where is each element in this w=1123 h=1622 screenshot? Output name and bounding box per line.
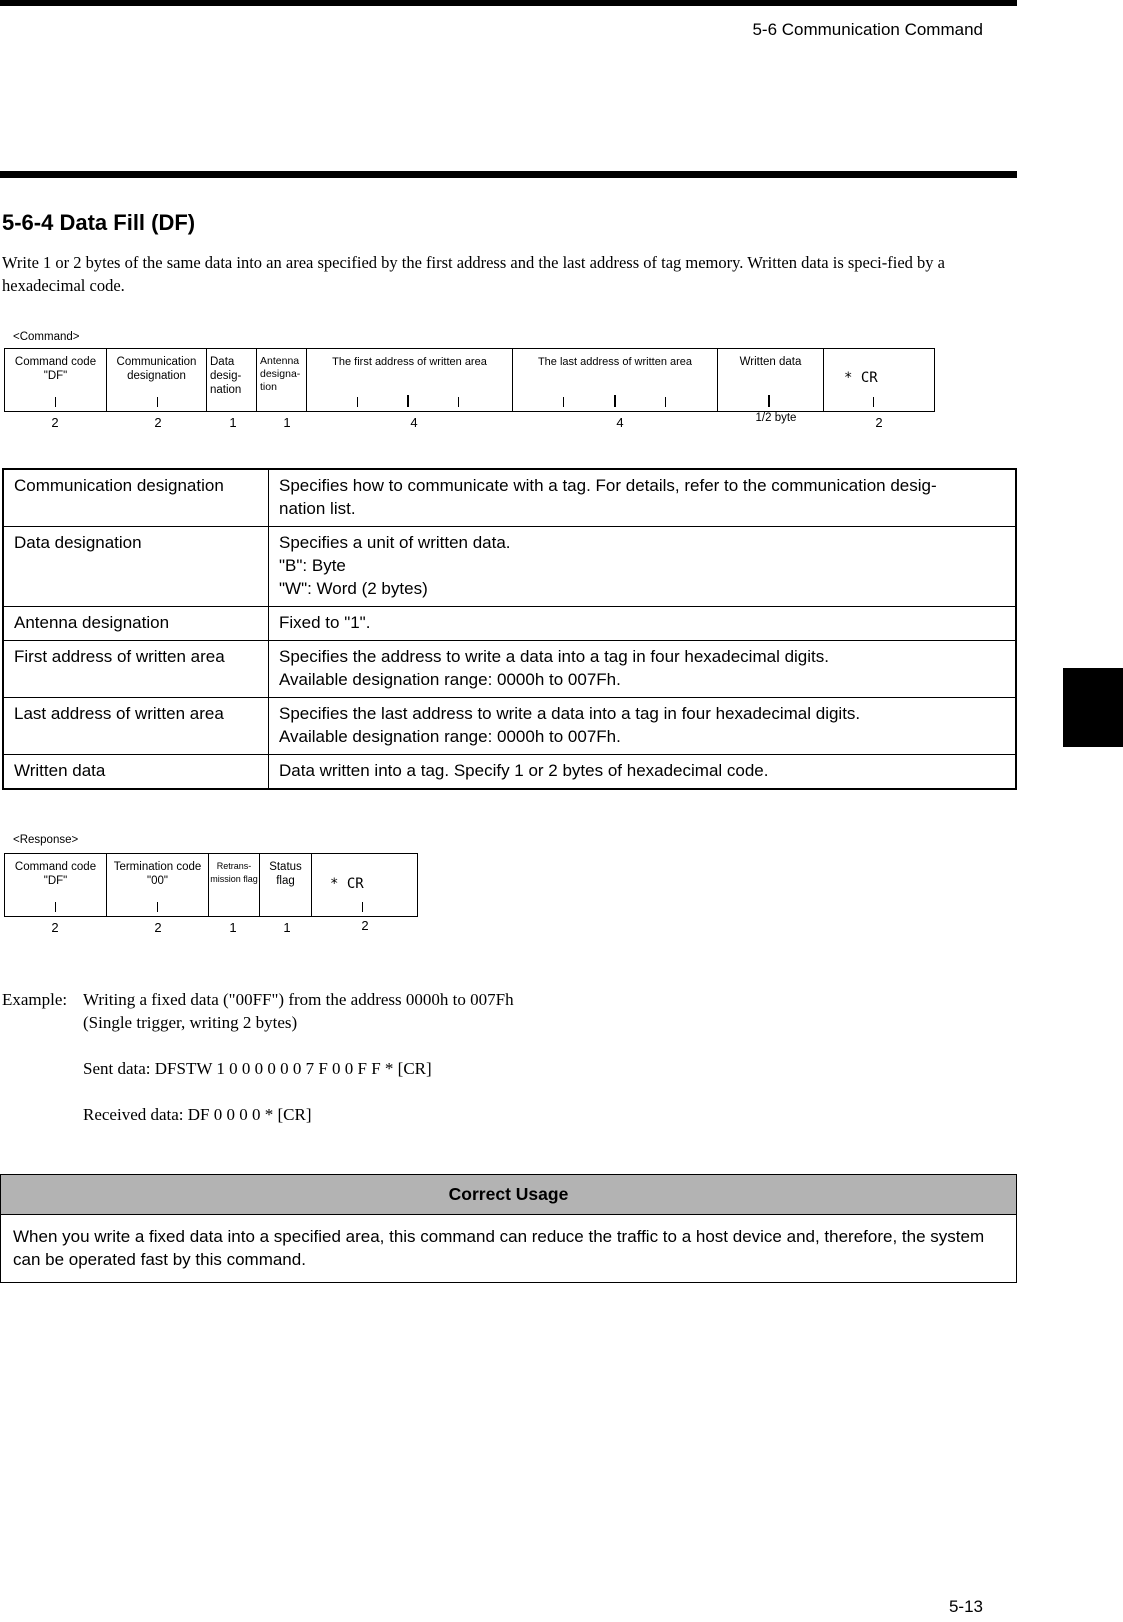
tick bbox=[563, 397, 564, 407]
terminator-text: * CR bbox=[844, 370, 878, 386]
table-row bbox=[3, 607, 1016, 641]
tick bbox=[157, 397, 158, 407]
param-name: Written data bbox=[3, 755, 269, 790]
example-line: (Single trigger, writing 2 bytes) bbox=[83, 1013, 298, 1032]
description-line: Specifies the last address to write a data into a tag in four hexadecimal digits. bbox=[279, 704, 861, 723]
table-row bbox=[3, 469, 1016, 527]
tick bbox=[407, 395, 409, 407]
parameter-table bbox=[2, 468, 1017, 790]
running-header: 5-6 Communication Command bbox=[752, 20, 983, 39]
description-line: Data written into a tag. Specify 1 or 2 bytes of hexadecimal code. bbox=[279, 761, 769, 780]
param-name: First address of written area bbox=[3, 641, 269, 698]
command-code-cell bbox=[5, 854, 107, 916]
description-line: Fixed to "1". bbox=[279, 613, 371, 632]
correct-usage-title: Correct Usage bbox=[1, 1175, 1016, 1215]
tick bbox=[362, 902, 363, 912]
terminator-cell bbox=[312, 854, 417, 916]
response-caption: <Response> bbox=[13, 834, 79, 846]
description-line: "W": Word (2 bytes) bbox=[279, 579, 428, 598]
chapter-tab bbox=[1063, 668, 1123, 747]
communication-designation-cell bbox=[107, 349, 207, 411]
termination-code-cell bbox=[107, 854, 209, 916]
top-rule bbox=[0, 0, 1017, 6]
description-line: Available designation range: 0000h to 007Fh. bbox=[279, 727, 621, 746]
status-flag-label: Status flag bbox=[269, 861, 302, 887]
param-name: Data designation bbox=[3, 527, 269, 607]
correct-usage-body: When you write a fixed data into a specified area, this command can reduce the traffic to a host device and, therefore, the system can be operated fast by this command. bbox=[13, 1227, 985, 1269]
param-description bbox=[269, 641, 1017, 698]
tick bbox=[55, 902, 56, 912]
tick bbox=[665, 397, 666, 407]
byte-count: 2 bbox=[361, 918, 369, 933]
param-name: Antenna designation bbox=[3, 607, 269, 641]
written-data-cell bbox=[718, 349, 824, 411]
param-name: Communication designation bbox=[3, 469, 269, 527]
param-name: Last address of written area bbox=[3, 698, 269, 755]
param-description bbox=[269, 469, 1017, 527]
sent-data: Sent data: DFSTW 1 0 0 0 0 0 0 7 F 0 0 F F * [CR] bbox=[83, 1059, 432, 1078]
written-data-label: Written data bbox=[739, 356, 802, 368]
param-description bbox=[269, 527, 1017, 607]
terminator-text: * CR bbox=[330, 876, 364, 892]
byte-count: 2 bbox=[51, 415, 59, 430]
table-row bbox=[3, 527, 1016, 607]
table-row bbox=[3, 755, 1016, 790]
description-line: nation list. bbox=[279, 499, 356, 518]
tick bbox=[157, 902, 158, 912]
command-code-cell bbox=[5, 349, 107, 411]
tick bbox=[55, 397, 56, 407]
byte-count: 4 bbox=[410, 415, 418, 430]
received-data: Received data: DF 0 0 0 0 * [CR] bbox=[83, 1105, 312, 1124]
command-code-label: Command code "DF" bbox=[14, 861, 97, 887]
tick bbox=[873, 397, 874, 407]
section-title: 5-6-4 Data Fill (DF) bbox=[2, 210, 196, 235]
data-designation-cell bbox=[207, 349, 257, 411]
page-number: 5-13 bbox=[948, 1597, 983, 1616]
table-row bbox=[3, 698, 1016, 755]
byte-count: 1 bbox=[229, 415, 237, 430]
table-row bbox=[3, 641, 1016, 698]
byte-count: 2 bbox=[875, 415, 883, 430]
antenna-designation-label: Antenna designa-tion bbox=[260, 355, 301, 393]
communication-designation-label: Communication designation bbox=[116, 356, 197, 382]
tick bbox=[768, 395, 770, 407]
data-designation-label: Data desig-nation bbox=[210, 356, 242, 396]
intro-paragraph: Write 1 or 2 bytes of the same data into an area specified by the first address and the last address of tag memory. Written data is speci-fied by a hexadecimal code. bbox=[2, 253, 945, 295]
byte-count: 2 bbox=[51, 920, 59, 935]
example-line: Writing a fixed data ("00FF") from the address 0000h to 007Fh bbox=[83, 990, 514, 1009]
byte-count: 2 bbox=[154, 920, 162, 935]
byte-count: 1 bbox=[229, 920, 237, 935]
byte-count: 4 bbox=[616, 415, 624, 430]
retransmission-flag-cell bbox=[209, 854, 260, 916]
example-label: Example: bbox=[2, 990, 68, 1009]
param-description bbox=[269, 755, 1017, 790]
command-code-label: Command code "DF" bbox=[14, 356, 97, 382]
param-description bbox=[269, 698, 1017, 755]
command-frame bbox=[4, 348, 935, 412]
description-line: "B": Byte bbox=[279, 556, 346, 575]
response-frame bbox=[4, 853, 418, 917]
description-line: Specifies a unit of written data. bbox=[279, 533, 511, 552]
byte-count: 1 bbox=[283, 920, 291, 935]
last-address-label: The last address of written area bbox=[537, 356, 693, 368]
example-block bbox=[2, 988, 622, 1128]
status-flag-cell bbox=[260, 854, 312, 916]
command-caption: <Command> bbox=[13, 331, 80, 343]
first-address-label: The first address of written area bbox=[332, 356, 487, 368]
byte-count: 2 bbox=[154, 415, 162, 430]
param-description bbox=[269, 607, 1017, 641]
description-line: Specifies how to communicate with a tag. For details, refer to the communication desig- bbox=[279, 476, 937, 495]
section-rule bbox=[0, 171, 1017, 178]
byte-count: 1/2 byte bbox=[755, 412, 797, 424]
antenna-designation-cell bbox=[257, 349, 307, 411]
retransmission-flag-label: Retrans-mission flag bbox=[210, 861, 258, 884]
byte-count: 1 bbox=[283, 415, 291, 430]
terminator-cell bbox=[824, 349, 934, 411]
description-line: Available designation range: 0000h to 007Fh. bbox=[279, 670, 621, 689]
correct-usage-box bbox=[0, 1174, 1017, 1283]
first-address-cell bbox=[307, 349, 513, 411]
description-line: Specifies the address to write a data into a tag in four hexadecimal digits. bbox=[279, 647, 829, 666]
tick bbox=[458, 397, 459, 407]
last-address-cell bbox=[513, 349, 718, 411]
tick bbox=[614, 395, 616, 407]
termination-code-label: Termination code "00" bbox=[113, 861, 202, 887]
tick bbox=[357, 397, 358, 407]
